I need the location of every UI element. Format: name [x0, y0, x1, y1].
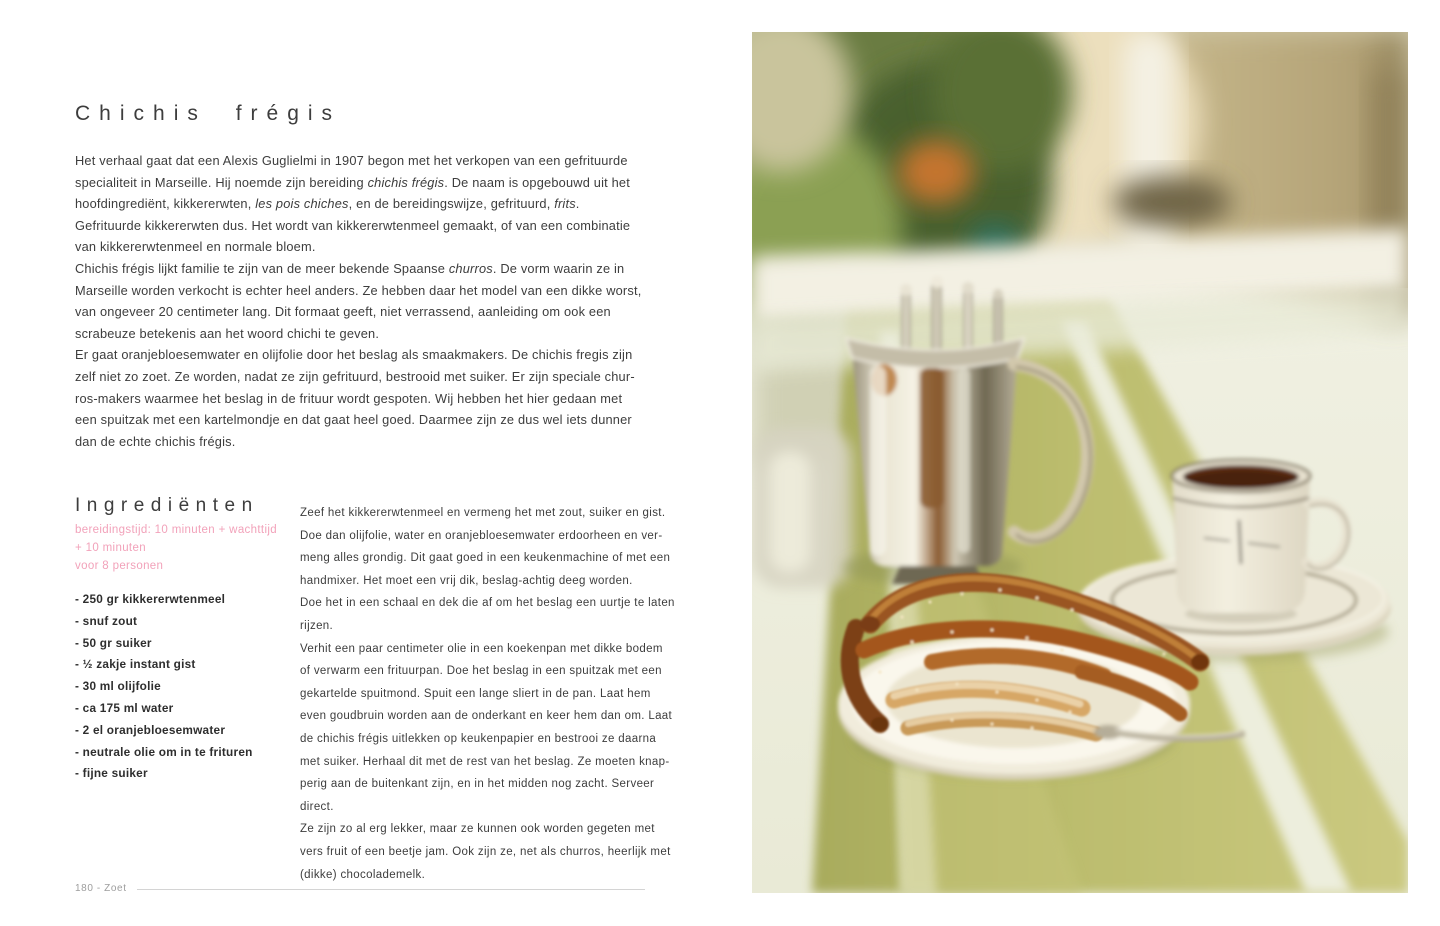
ingredients-list — [75, 589, 253, 785]
ingredient-item: - ca 175 ml water — [75, 700, 174, 715]
ingredient-item: - fijne suiker — [75, 766, 148, 781]
glass-blur — [752, 428, 852, 588]
ingredient-item: - 30 ml olijfolie — [75, 679, 161, 694]
ingredient-item: - 250 gr kikkererwtenmeel — [75, 592, 226, 606]
ingredient-item: - neutrale olie om in te frituren — [75, 744, 253, 759]
ingredient-item: - 50 gr suiker — [75, 635, 152, 650]
prep-time-text: bereidingstijd: 10 minuten + wachttijd + 10 minuten voor 8 personen — [75, 524, 278, 572]
intro-text: Het verhaal gaat dat een Alexis Guglielmi in 1907 begon met het verkopen van een gefrituurde specialiteit in Marseille. Hij noemde zijn bereiding chichis frégis. De naam is opgebouwd uit het hoofdingrediënt, kikkererwten, les pois chiches, en de bereidingswijze, gefrituurd, frits. Gefrituurde kikkererwten dus. Het wordt van kikkererwtenmeel gemaakt, of van een combinatie van kikkererwtenmeel en normale bloem. Chichis frégis lijkt familie te zijn van de meer bekende Spaanse churros. De vorm waarin ze in Marseille worden verkocht is echter heel anders. Ze hebben daar het model van een dikke worst, van ongeveer 20 centimeter lang. Dit formaat geeft, niet verrassend, aanleiding om ook een scrabeuze betekenis aan het woord chichi te geven. Er gaat oranjebloesemwater en olijfolie door het beslag als smaakmakers. De chichis fregis zijn zelf niet zo zoet. Ze worden, nadat ze zijn gefrituurd, bestrooid met suiker. Er zijn speciale chur- ros-makers waarmee het beslag in de frituur wordt gespoten. Wij hebben het hier gedaan met een spuitzak met een kartelmondje en dat gaat heel goed. Daarmee zijn ze dus wel iets dunner dan de echte chichis frégis. — [75, 153, 642, 449]
ingredient-item: - snuf zout — [75, 613, 138, 628]
orange-flower-blur — [898, 140, 974, 204]
page-title: Chichis frégis — [75, 102, 342, 125]
ingredients-heading: Ingrediënten — [75, 495, 259, 516]
recipe-photo — [752, 32, 1408, 893]
footer-rule — [137, 889, 645, 890]
method-text: Zeef het kikkererwtenmeel en vermeng het met zout, suiker en gist. Doe dan olijfolie, water en oranjebloesemwater erdoorheen en ver- meng alles grondig. Dit gaat goed in een keukenmachine of met een handmixer. Het moet een vrij dik, beslag-achtig deeg worden. Doe het in een schaal en dek die af om het beslag een uurtje te laten rijzen. Verhit een paar centimeter olie in een koekenpan met dikke bodem of verwarm een frituurpan. Doe het beslag in een spuitzak met een gekartelde spuitmond. Spuit een lange sliert in de pan. Laat hem even goudbruin worden aan de onderkant en keer hem dan om. Laat de chichis frégis uitlekken op keukenpapier en bestrooi ze daarna met suiker. Herhaal dit met de rest van het beslag. Ze moeten knap- perig aan de buitenkant zijn, en in het midden nog zacht. Serveer direct. Ze zijn zo al erg lekker, maar ze kunnen ook worden gegeten met vers fruit of een beetje jam. Ook zijn ze, net als churros, heerlijk met (dikke) chocolademelk. — [300, 507, 675, 881]
ingredient-item: - ½ zakje instant gist — [75, 657, 196, 672]
ingredient-item: - 2 el oranjebloesemwater — [75, 722, 226, 737]
page-number-label: 180 - Zoet — [75, 883, 127, 894]
